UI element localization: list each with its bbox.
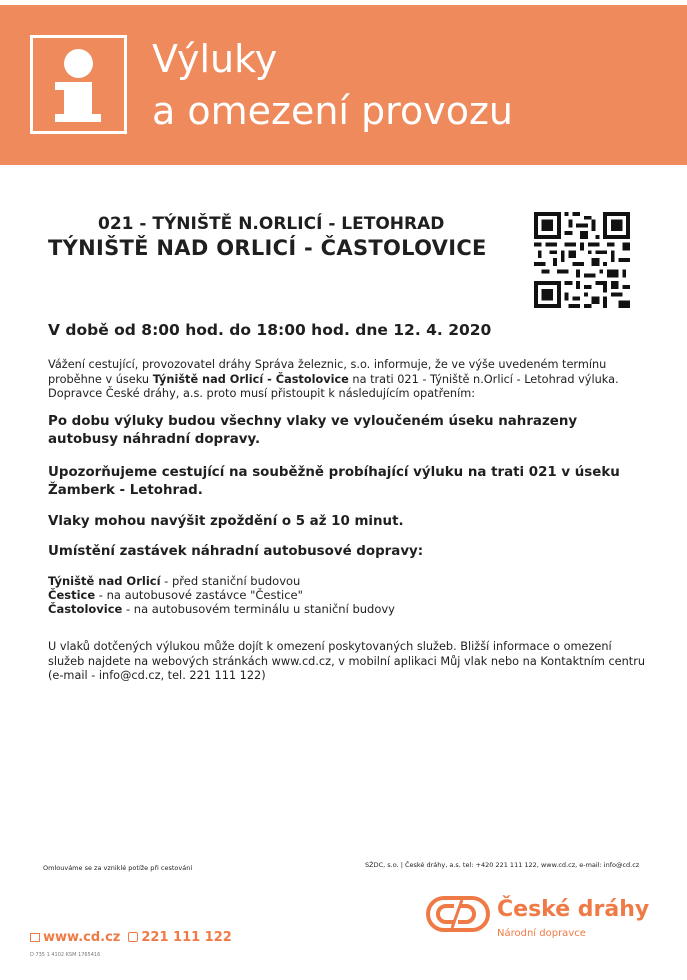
document-codes: D 735 1 4102 KSM 1765416 bbox=[30, 952, 101, 958]
delay-notice: Vlaky mohou navýšit zpoždění o 5 až 10 minut. bbox=[48, 514, 404, 529]
apology-text: Omlouváme se za vzniklé potíže při cestování bbox=[43, 864, 193, 872]
web-icon bbox=[30, 933, 40, 942]
list-item: Týniště nad Orlicí - před staniční budovou bbox=[48, 574, 301, 588]
date-line: V době od 8:00 hod. do 18:00 hod. dne 12. 4. 2020 bbox=[48, 321, 492, 339]
list-item: Čestice - na autobusové zastávce "Čestice" bbox=[48, 588, 303, 602]
stops-heading: Umístění zastávek náhradní autobusové dopravy: bbox=[48, 544, 424, 559]
phone-icon bbox=[128, 932, 138, 942]
header-title bbox=[152, 33, 513, 137]
phone-number: 221 111 122 bbox=[141, 930, 232, 945]
header-banner bbox=[0, 5, 687, 165]
closing-paragraph: U vlaků dotčených výlukou může dojít k omezení poskytovaných služeb. Bližší informace o omezení služeb najdete na webových stránkách www.cd.cz, v mobilní aplikaci Můj vlak nebo na Kontaktním centru (e-mail - info@cd.cz, tel. 221 111 122) bbox=[48, 640, 646, 682]
stops-list bbox=[48, 574, 608, 616]
route-title: TÝNIŠTĚ NAD ORLICÍ - ČASTOLOVICE bbox=[48, 236, 487, 260]
intro-section-name: Týniště nad Orlicí - Častolovice bbox=[152, 372, 349, 386]
contact-line: SŽDC, s.o. | České dráhy, a.s. tel: +420 221 111 122, www.cd.cz, e-mail: info@cd.cz bbox=[365, 861, 640, 869]
qr-code-icon bbox=[534, 212, 630, 308]
header-title-line1: Výluky bbox=[152, 37, 278, 81]
website-link[interactable]: www.cd.cz bbox=[43, 930, 121, 945]
replacement-bus-notice: Po dobu výluky budou všechny vlaky ve vyloučeném úseku nahrazeny autobusy náhradní dopravy. bbox=[48, 414, 578, 447]
brand-name: České dráhy bbox=[497, 897, 650, 922]
list-item: Častolovice - na autobusovém terminálu u staniční budovy bbox=[48, 602, 395, 616]
info-icon bbox=[30, 35, 127, 134]
parallel-closure-notice: Upozorňujeme cestující na souběžně probíhající výluku na trati 021 v úseku Žamberk - Letohrad. bbox=[48, 465, 620, 498]
brand-subtitle: Národní dopravce bbox=[497, 928, 586, 939]
web-contact bbox=[30, 930, 232, 945]
cd-logo-icon bbox=[426, 894, 490, 934]
intro-paragraph: Vážení cestující, provozovatel dráhy Správa železnic, s.o. informuje, že ve výše uvedeném termínu proběhne v úseku Týniště nad Orlicí - Častolovice na trati 021 - Týniště n.Orlicí - Letohrad výluka. Dopravce České dráhy, a.s. proto musí přistoupit k následujícím opatřením: bbox=[48, 358, 619, 400]
line-title: 021 - TÝNIŠTĚ N.ORLICÍ - LETOHRAD bbox=[98, 214, 445, 234]
header-title-line2: a omezení provozu bbox=[152, 89, 513, 133]
